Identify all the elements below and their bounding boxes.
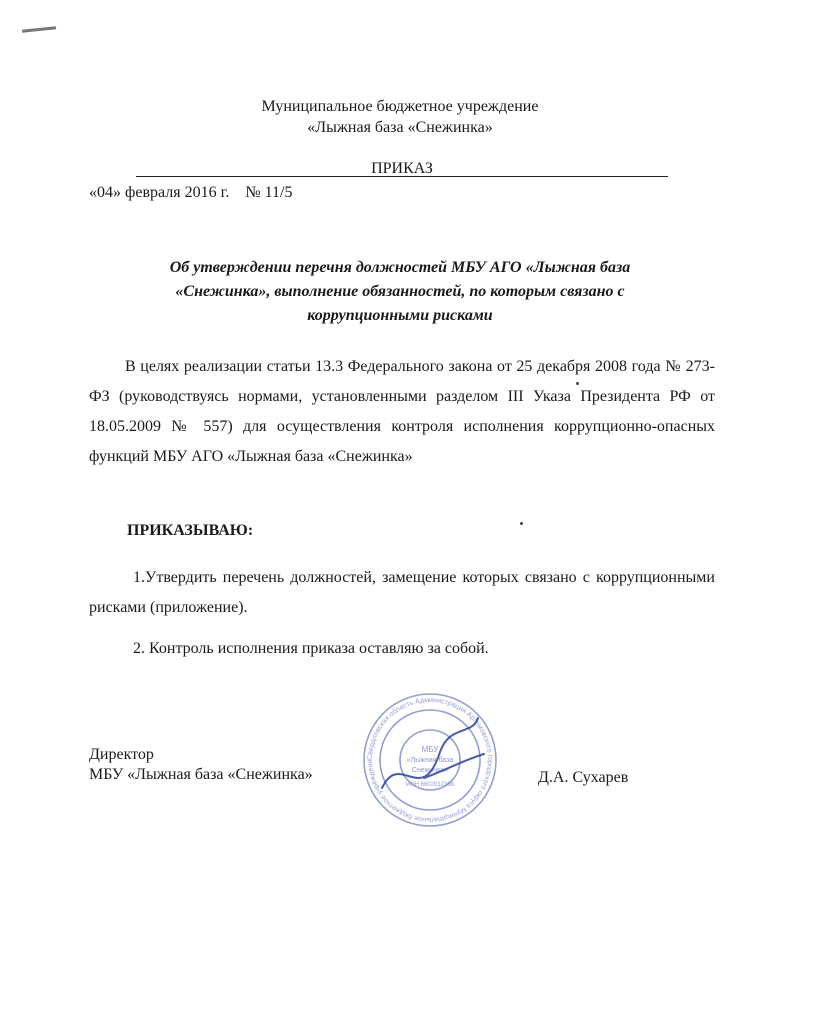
subject-line-2: «Снежинка», выполнение обязанностей, по которым связано с xyxy=(175,283,625,300)
stamp-center-line-2: «Лыжная база xyxy=(406,757,454,764)
scan-speck xyxy=(576,382,579,385)
date-number-line xyxy=(89,182,293,203)
signer-position xyxy=(89,745,313,785)
signer-title-line-1: Директор xyxy=(89,746,154,763)
scan-artifact xyxy=(22,26,56,33)
subject-line-3: коррупционными рисками xyxy=(307,307,493,324)
stamp-reg-number: ИНН 6602012368 xyxy=(405,782,455,788)
signer-name: Д.А. Сухарев xyxy=(538,769,629,786)
stamp-center-line-1: МБУ xyxy=(421,745,439,754)
order-date: «04» февраля 2016 г. xyxy=(89,184,230,201)
official-stamp xyxy=(360,690,500,830)
preamble-paragraph: В целях реализации статьи 13.3 Федерального закона от 25 декабря 2008 года № 273-ФЗ (руководствуясь нормами, установленными разделом III Указа Президента РФ от 18.05.2009 № 557) для осуществления контроля исполнения коррупционно-опасных функций МБУ АГО «Лыжная база «Снежинка» xyxy=(89,358,715,465)
title-rule xyxy=(136,176,668,177)
order-word: ПРИКАЗЫВАЮ: xyxy=(127,522,254,539)
signer-title-line-2: МБУ «Лыжная база «Снежинка» xyxy=(89,766,313,783)
subject-line-1: Об утверждении перечня должностей МБУ АГО «Лыжная база xyxy=(169,259,631,276)
stamp-outer-text: Свердловская область Администрация Артемовского городского округа Муниципальное бюджетное учреждени xyxy=(366,696,494,824)
org-line-1: Муниципальное бюджетное учреждение xyxy=(261,98,539,115)
order-subject xyxy=(120,256,680,328)
order-item-2: 2. Контроль исполнения приказа оставляю за собой. xyxy=(133,640,489,657)
order-number: № 11/5 xyxy=(245,184,293,201)
stamp-center-line-3: Снежинка» xyxy=(411,767,449,774)
document-type: ПРИКАЗ xyxy=(371,160,433,177)
organization-header xyxy=(150,96,650,138)
order-item-1: 1.Утвердить перечень должностей, замещение которых связано с коррупционными рисками (приложение). xyxy=(89,569,715,616)
org-line-2: «Лыжная база «Снежинка» xyxy=(307,119,493,136)
scan-speck xyxy=(520,522,523,525)
